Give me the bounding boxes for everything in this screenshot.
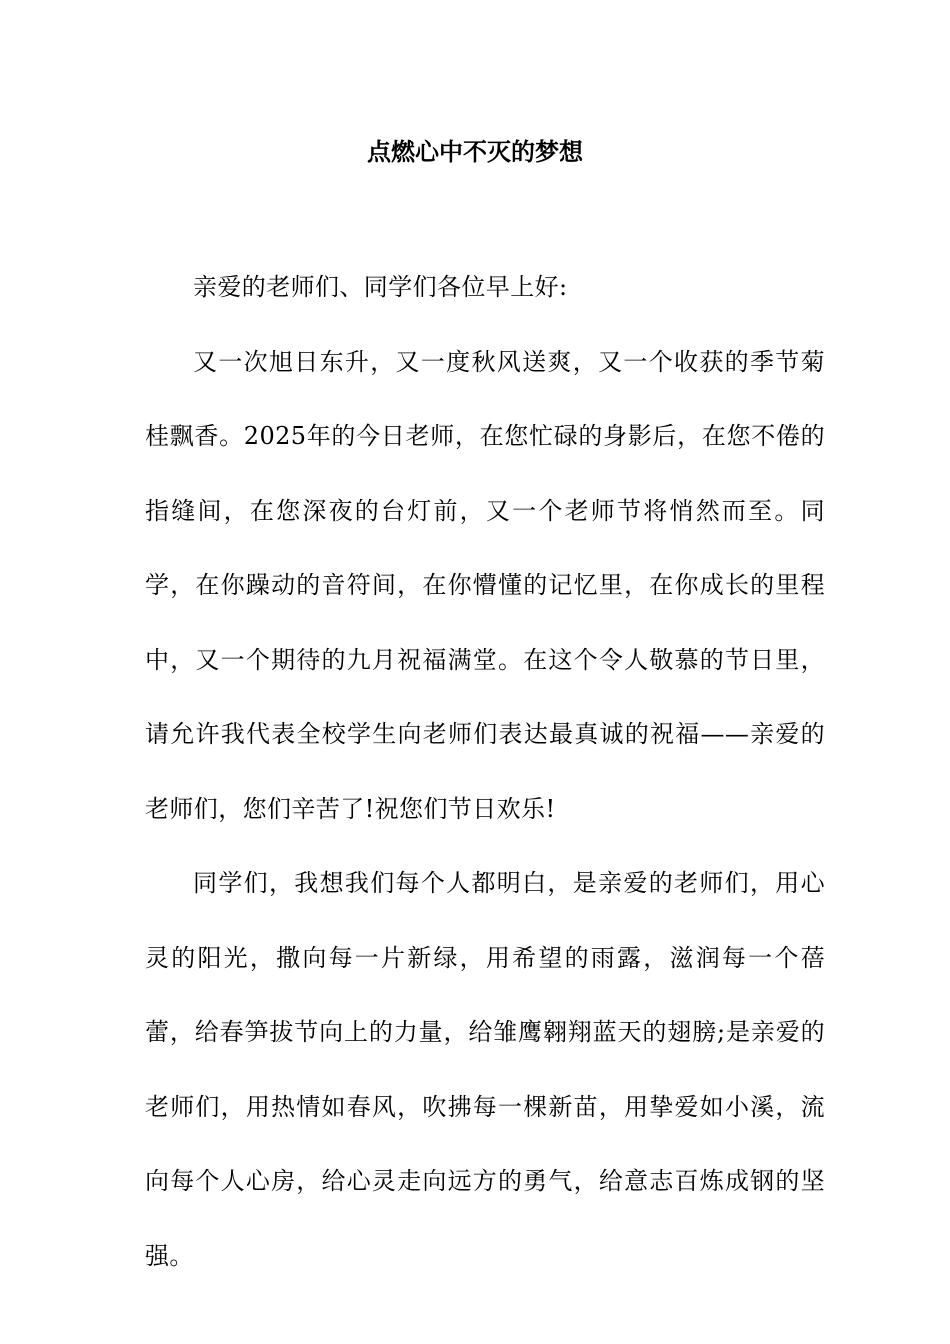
paragraph-blessing: 又一次旭日东升，又一度秋风送爽，又一个收获的季节菊桂飘香。2025年的今日老师，在您忙碌的身影后，在您不倦的指缝间，在您深夜的台灯前，又一个老师节将悄然而至。同学，在你躁动的音符间，在你懵懂的记忆里，在你成长的里程中，又一个期待的九月祝福满堂。在这个令人敬慕的节日里，请允许我代表全校学生向老师们表达最真诚的祝福——亲爱的老师们，您们辛苦了!祝您们节日欢乐!: [145, 347, 825, 823]
paragraph-gratitude: 同学们，我想我们每个人都明白，是亲爱的老师们，用心灵的阳光，撒向每一片新绿，用希望的雨露，滋润每一个蓓蕾，给春笋拔节向上的力量，给雏鹰翱翔蓝天的翅膀;是亲爱的老师们，用热情如春风，吹拂每一棵新苗，用挚爱如小溪，流向每个人心房，给心灵走向远方的勇气，给意志百炼成钢的坚强。: [145, 869, 825, 1270]
document-body: [145, 250, 825, 1293]
document-title: 点燃心中不灭的梦想: [367, 138, 583, 166]
paragraph-greeting: 亲爱的老师们、同学们各位早上好:: [193, 273, 568, 301]
